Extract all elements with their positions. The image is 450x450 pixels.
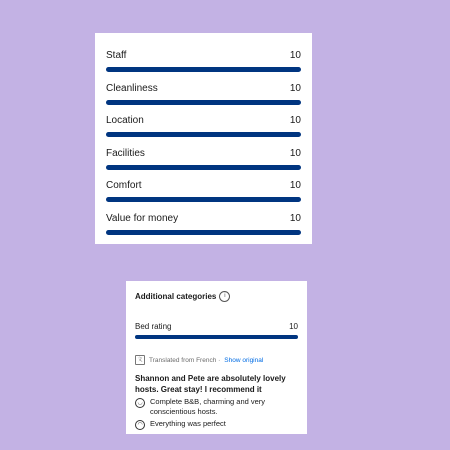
rating-label: Cleanliness [106, 82, 158, 94]
rating-row-cleanliness [106, 82, 301, 115]
rating-bar [106, 197, 301, 202]
ratings-card [95, 33, 312, 244]
review-title: Shannon and Pete are absolutely lovely hosts. Great stay! I recommend it [135, 374, 286, 394]
rating-value: 10 [289, 50, 301, 61]
additional-categories-card [126, 281, 307, 434]
rating-row-comfort [106, 179, 301, 212]
rating-value: 10 [289, 212, 301, 224]
rating-label: Comfort [106, 180, 142, 191]
rating-label: Staff [106, 50, 127, 61]
rating-label: Facilities [106, 147, 145, 159]
show-original-link[interactable]: Show original [224, 356, 264, 364]
rating-row-value-for-money [106, 212, 301, 245]
additional-categories-title: Additional categories [135, 292, 217, 301]
smile-icon: ◡ [135, 398, 145, 408]
frown-icon: ◠ [135, 420, 145, 430]
review-negative [135, 419, 298, 430]
rating-value: 10 [289, 147, 301, 159]
translate-icon: 文 [135, 355, 145, 365]
rating-value: 10 [289, 180, 301, 191]
rating-row-location [106, 114, 301, 147]
bed-rating-row [135, 322, 298, 339]
rating-value: 10 [289, 115, 301, 126]
review-negative-text: Everything was perfect [150, 419, 226, 428]
info-icon[interactable]: i [219, 291, 230, 302]
bed-rating-value: 10 [289, 322, 298, 331]
bed-rating-label: Bed rating [135, 322, 172, 331]
translated-text: Translated from French · [149, 356, 221, 364]
translation-notice [135, 355, 298, 365]
rating-bar [106, 67, 301, 72]
bed-rating-bar [135, 335, 298, 339]
rating-row-staff [106, 49, 301, 82]
additional-categories-heading [135, 291, 298, 302]
rating-value: 10 [289, 82, 301, 94]
rating-bar [106, 165, 301, 170]
rating-row-facilities [106, 147, 301, 180]
rating-label: Location [106, 115, 144, 126]
rating-bar [106, 132, 301, 137]
rating-label: Value for money [106, 212, 179, 224]
review-positive-text: Complete B&B, charming and very conscientious hosts. [150, 397, 266, 416]
rating-bar [106, 230, 301, 235]
rating-bar [106, 100, 301, 105]
review-positive [135, 397, 298, 417]
